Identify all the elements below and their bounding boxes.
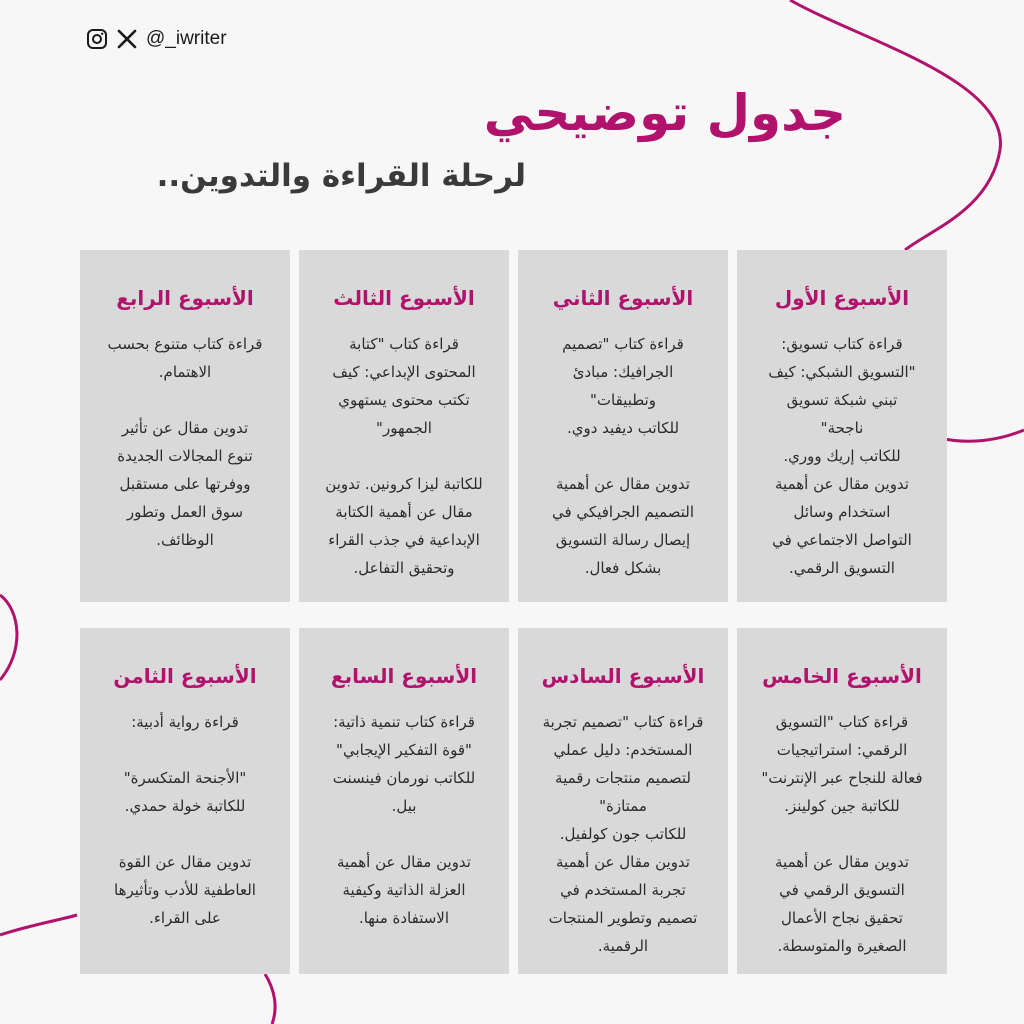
week-card-8 [80,628,290,974]
left-curve [0,595,17,680]
bottom-left-curve [0,915,77,935]
week-text: قراءة كتاب "تصميم تجربة المستخدم: دليل عملي لتصميم منتجات رقمية ممتازة" للكاتب جون كولفيل. تدوين مقال عن أهمية تجربة المستخدم في تصميم وتطوير المنتجات الرقمية. [542,713,704,955]
week-card-3 [299,250,509,602]
week-card-2 [518,250,728,602]
bottom-curve [265,974,275,1024]
account-handle[interactable]: @_iwriter [146,28,227,49]
week-card-7 [299,628,509,974]
page-title: جدول توضيحي [483,84,846,142]
week-title: الأسبوع الرابع [116,286,254,310]
week-card-5 [737,628,947,974]
week-card-1 [737,250,947,602]
week-title: الأسبوع الثالث [333,286,475,310]
x-icon[interactable] [116,28,138,50]
week-card-4 [80,250,290,602]
week-title: الأسبوع الثامن [113,664,257,688]
right-curve [940,430,1024,441]
week-title: الأسبوع الثاني [552,286,694,310]
social-bar [86,26,227,52]
week-title: الأسبوع الأول [774,286,910,310]
page-subtitle: لرحلة القراءة والتدوين.. [156,158,526,194]
week-text: قراءة كتاب تنمية ذاتية: "قوة التفكير الإيجابي" للكاتب نورمان فينسنت بيل. تدوين مقال عن أهمية العزلة الذاتية وكيفية الاستفادة منها. [332,713,476,927]
week-title: الأسبوع السادس [541,664,705,688]
instagram-icon[interactable] [86,28,108,50]
week-text: قراءة كتاب متنوع بحسب الاهتمام. تدوين مقال عن تأثير تنوع المجالات الجديدة ووفرتها على مستقبل سوق العمل وتطور الوظائف. [107,335,263,549]
week-text: قراءة كتاب "تصميم الجرافيك: مبادئ وتطبيقات" للكاتب ديفيد دوي. تدوين مقال عن أهمية التصميم الجرافيكي في إيصال رسالة التسويق بشكل فعال. [551,335,694,577]
week-text: قراءة كتاب "التسويق الرقمي: استراتيجيات فعالة للنجاح عبر الإنترنت" للكاتبة جين كولينز. تدوين مقال عن أهمية التسويق الرقمي في تحقيق نجاح الأعمال الصغيرة والمتوسطة. [761,713,923,955]
week-text: قراءة رواية أدبية: "الأجنحة المتكسرة" للكاتبة خولة حمدي. تدوين مقال عن القوة العاطفية للأدب وتأثيرها على القراء. [114,713,256,927]
week-title: الأسبوع السابع [330,664,478,688]
week-text: قراءة كتاب "كتابة المحتوى الإبداعي: كيف تكتب محتوى يستهوي الجمهور" للكاتبة ليزا كرونين. تدوين مقال عن أهمية الكتابة الإبداعية في جذب القراء وتحقيق التفاعل. [325,335,483,577]
week-title: الأسبوع الخامس [762,664,922,688]
weeks-grid [77,250,947,974]
week-text: قراءة كتاب تسويق: "التسويق الشبكي: كيف تبني شبكة تسويق ناجحة" للكاتب إريك ووري. تدوين مقال عن أهمية استخدام وسائل التواصل الاجتماعي في التسويق الرقمي. [768,335,916,577]
week-card-6 [518,628,728,974]
